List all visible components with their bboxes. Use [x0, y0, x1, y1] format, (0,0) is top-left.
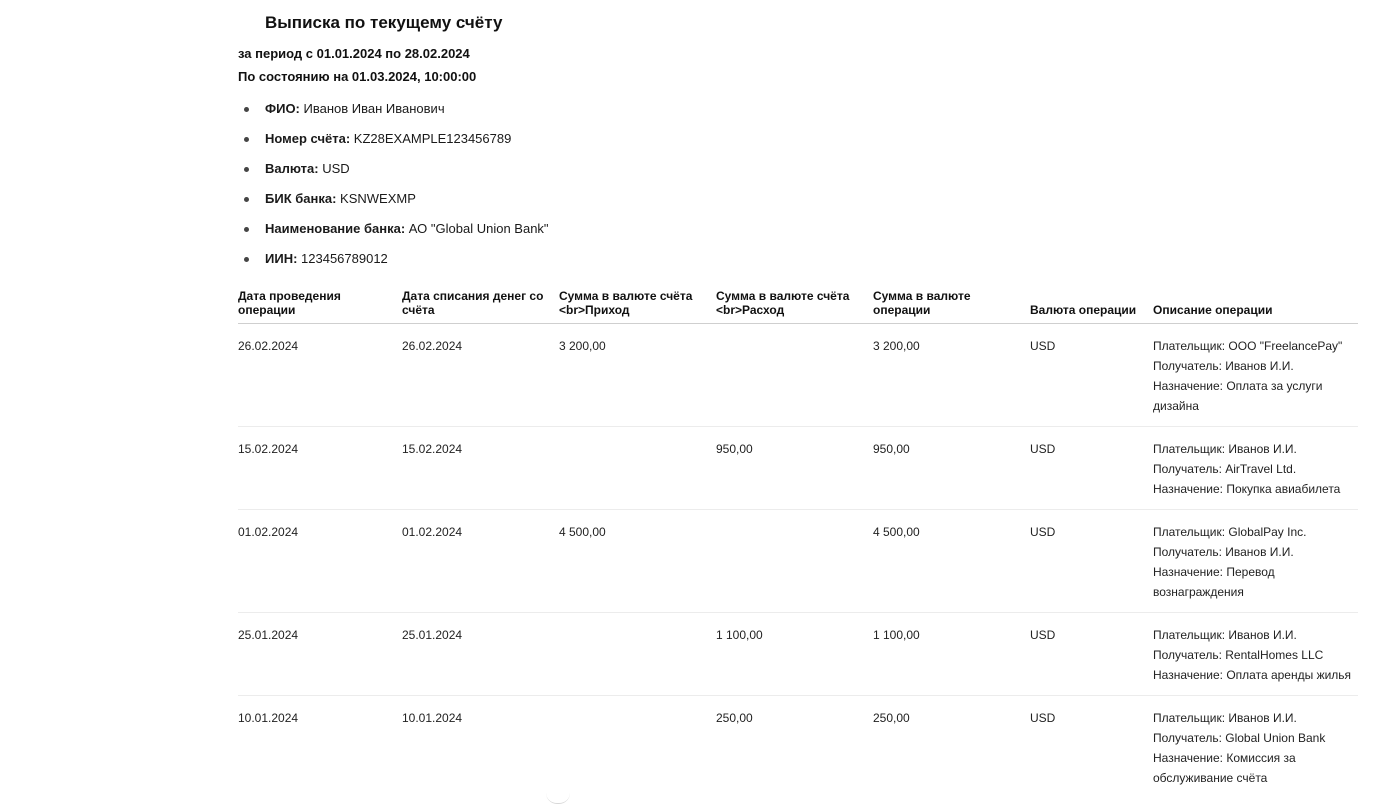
column-header-op-amount: Сумма в валюте операции — [873, 289, 1030, 324]
detail-value: KSNWEXMP — [340, 191, 416, 206]
detail-item-fio — [238, 94, 1358, 124]
cell-currency: USD — [1030, 613, 1153, 696]
cell-op-amount: 1 100,00 — [873, 613, 1030, 696]
scroll-hint-arc — [546, 793, 570, 804]
statement-period: за период с 01.01.2024 по 28.02.2024 — [238, 46, 470, 61]
cell-description — [1153, 696, 1358, 799]
cell-debit-date: 25.01.2024 — [402, 613, 559, 696]
description-recipient: Получатель: RentalHomes LLC — [1153, 648, 1324, 662]
description-payer: Плательщик: Иванов И.И. — [1153, 628, 1297, 642]
cell-op-date: 01.02.2024 — [238, 510, 402, 613]
detail-value: USD — [322, 161, 350, 176]
cell-currency: USD — [1030, 427, 1153, 510]
description-recipient: Получатель: AirTravel Ltd. — [1153, 462, 1297, 476]
description-payer: Плательщик: ООО "FreelancePay" — [1153, 339, 1343, 353]
cell-description — [1153, 427, 1358, 510]
detail-item-account-number — [238, 124, 1358, 154]
description-recipient: Получатель: Иванов И.И. — [1153, 359, 1294, 373]
cell-debit-date: 10.01.2024 — [402, 711, 463, 725]
description-recipient: Получатель: Global Union Bank — [1153, 731, 1326, 745]
detail-label: ИИН: — [265, 251, 298, 266]
cell-currency: USD — [1030, 324, 1153, 427]
account-details-list — [238, 94, 1358, 274]
description-purpose: Назначение: Оплата аренды жилья — [1153, 668, 1352, 682]
description-purpose: Назначение: Покупка авиабилета — [1153, 482, 1341, 496]
cell-expense — [716, 510, 873, 613]
detail-label: Валюта: — [265, 161, 319, 176]
detail-label: ФИО: — [265, 101, 300, 116]
detail-label: Наименование банка: — [265, 221, 406, 236]
cell-description — [1153, 324, 1358, 427]
statement-as-of: По состоянию на 01.03.2024, 10:00:00 — [238, 69, 477, 84]
detail-value: KZ28EXAMPLE123456789 — [353, 131, 512, 146]
detail-label: Номер счёта: — [265, 131, 351, 146]
cell-op-date: 10.01.2024 — [238, 711, 299, 725]
detail-item-currency — [238, 154, 1358, 184]
cell-op-date: 15.02.2024 — [238, 427, 402, 510]
column-header-expense: Сумма в валюте счёта <br>Расход — [716, 289, 873, 324]
cell-currency: USD — [1030, 711, 1056, 725]
column-header-debit-date: Дата списания денег со счёта — [402, 289, 559, 324]
description-purpose: Назначение: Комиссия за обслуживание счёта — [1153, 751, 1296, 785]
description-purpose: Назначение: Оплата за услуги дизайна — [1153, 379, 1323, 413]
cell-income — [559, 613, 716, 696]
detail-value: Иванов Иван Иванович — [303, 101, 445, 116]
cell-op-amount: 4 500,00 — [873, 510, 1030, 613]
cell-debit-date: 26.02.2024 — [402, 324, 559, 427]
table-row — [238, 427, 1358, 510]
detail-value: АО "Global Union Bank" — [408, 221, 549, 236]
description-recipient: Получатель: Иванов И.И. — [1153, 545, 1294, 559]
cell-op-date: 26.02.2024 — [238, 324, 402, 427]
cell-op-amount: 950,00 — [873, 427, 1030, 510]
cell-op-amount: 250,00 — [873, 711, 910, 725]
table-row — [238, 324, 1358, 427]
statement-document — [238, 0, 1358, 798]
cell-currency: USD — [1030, 510, 1153, 613]
detail-item-bic — [238, 184, 1358, 214]
detail-value: 123456789012 — [301, 251, 388, 266]
cell-expense: 1 100,00 — [716, 613, 873, 696]
description-purpose: Назначение: Перевод вознаграждения — [1153, 565, 1275, 599]
description-payer: Плательщик: GlobalPay Inc. — [1153, 525, 1307, 539]
cell-op-date: 25.01.2024 — [238, 613, 402, 696]
detail-label: БИК банка: — [265, 191, 337, 206]
detail-item-iin — [238, 244, 1358, 274]
cell-income — [559, 427, 716, 510]
page-title: Выписка по текущему счёту — [265, 13, 503, 32]
cell-description — [1153, 510, 1358, 613]
cell-expense: 250,00 — [716, 711, 753, 725]
column-header-op-date: Дата проведения операции — [238, 289, 402, 324]
column-header-currency: Валюта операции — [1030, 289, 1153, 324]
detail-item-bank-name — [238, 214, 1358, 244]
cell-description — [1153, 613, 1358, 696]
table-row — [238, 696, 1358, 799]
cell-income: 4 500,00 — [559, 510, 716, 613]
table-row — [238, 613, 1358, 696]
cell-debit-date: 15.02.2024 — [402, 427, 559, 510]
table-row — [238, 510, 1358, 613]
cell-debit-date: 01.02.2024 — [402, 510, 559, 613]
cell-expense — [716, 324, 873, 427]
cell-expense: 950,00 — [716, 427, 873, 510]
description-payer: Плательщик: Иванов И.И. — [1153, 442, 1297, 456]
column-header-income: Сумма в валюте счёта <br>Приход — [559, 289, 716, 324]
operations-table — [238, 289, 1358, 798]
column-header-description: Описание операции — [1153, 289, 1358, 324]
cell-income — [559, 696, 716, 799]
cell-op-amount: 3 200,00 — [873, 324, 1030, 427]
cell-income: 3 200,00 — [559, 324, 716, 427]
table-header-row — [238, 289, 1358, 324]
description-payer: Плательщик: Иванов И.И. — [1153, 711, 1297, 725]
